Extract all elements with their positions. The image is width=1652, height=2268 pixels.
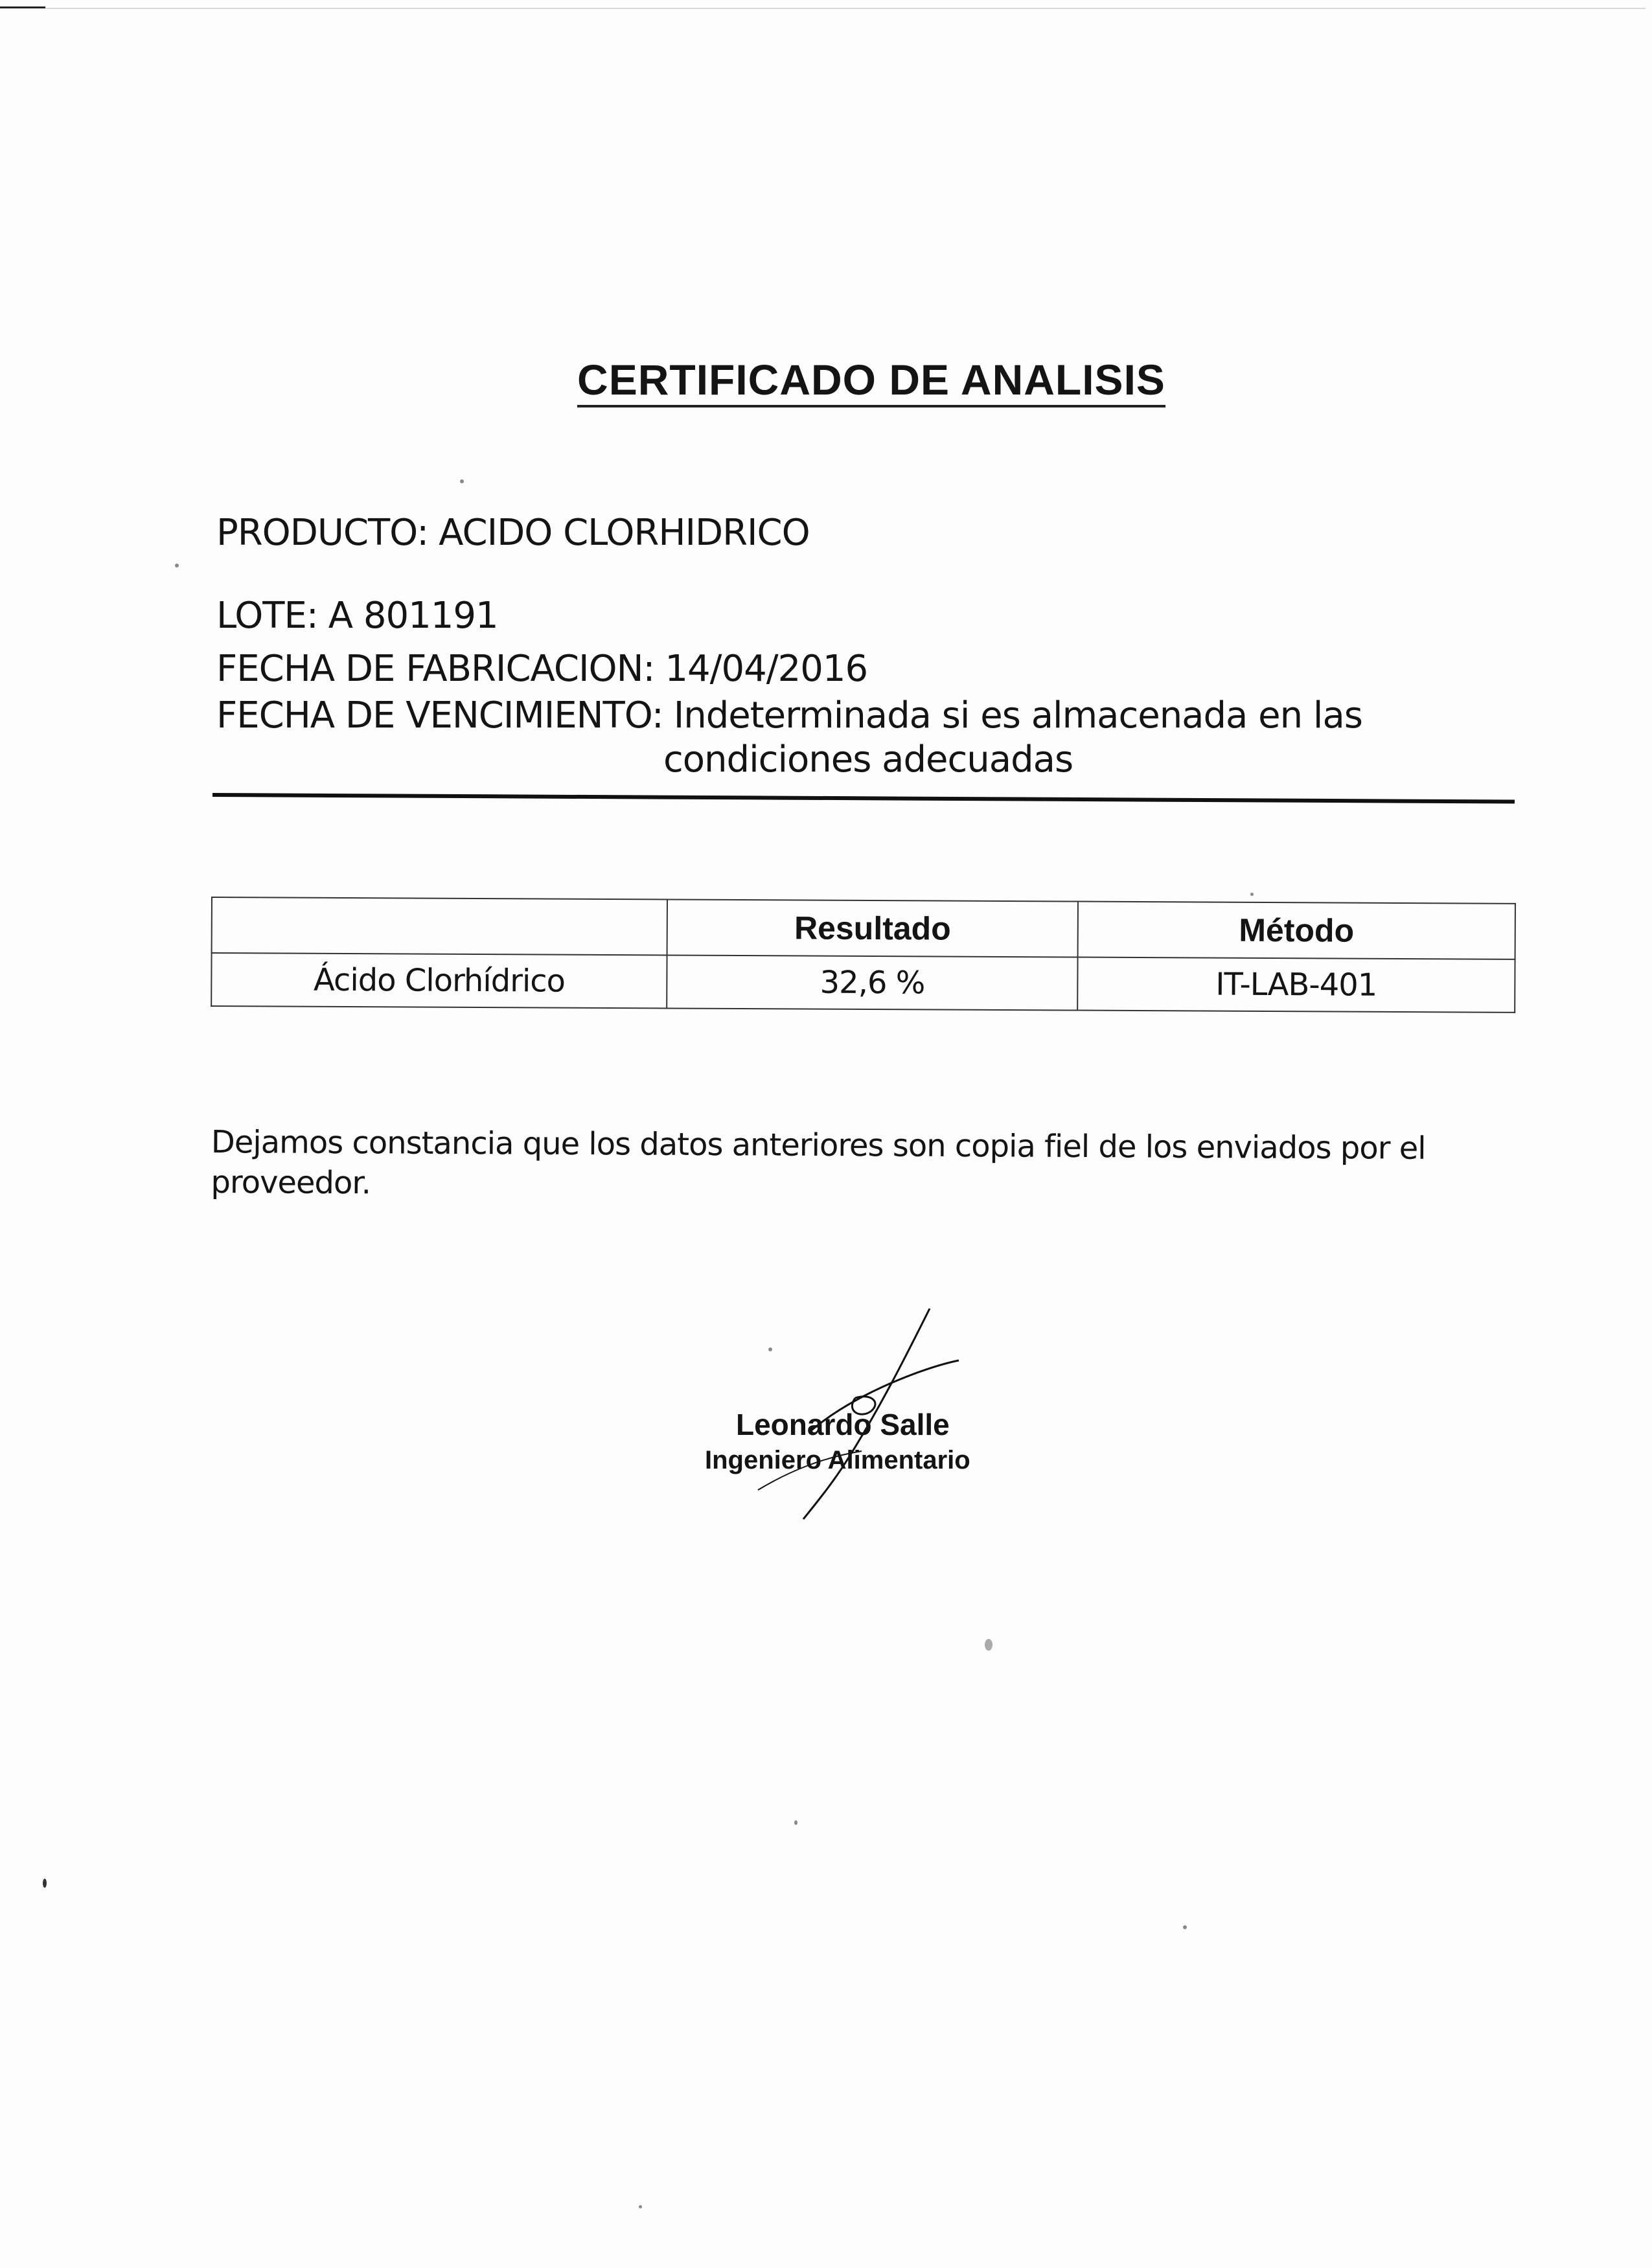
scan-edge-mark xyxy=(0,6,45,8)
scan-speck xyxy=(639,2205,642,2208)
scan-speck xyxy=(43,1879,47,1888)
scan-speck xyxy=(985,1639,992,1651)
product-value: ACIDO CLORHIDRICO xyxy=(439,512,810,554)
fabrication-value: 14/04/2016 xyxy=(665,648,868,690)
expiry-value-line2: condiciones adecuadas xyxy=(663,739,1073,781)
declaration-note: Dejamos constancia que los datos anteriores son copia fiel de los enviados por el proveedor. xyxy=(211,1124,1426,1202)
header-cell-blank xyxy=(212,897,668,955)
signatory-title: Ingeniero Alimentario xyxy=(705,1446,970,1474)
lote-label: LOTE: xyxy=(216,595,318,637)
scan-speck xyxy=(460,479,464,483)
cell-method: IT-LAB-401 xyxy=(1077,957,1515,1013)
table-row xyxy=(211,953,1515,1013)
signatory-name: Leonardo Salle xyxy=(736,1408,950,1441)
expiry-value-line1: Indeterminada si es almacenada en las xyxy=(673,694,1362,737)
header-cell-metodo: Método xyxy=(1077,902,1515,959)
product-label: PRODUCTO: xyxy=(216,512,429,554)
expiry-date-field xyxy=(216,694,1362,737)
table-header-row xyxy=(212,897,1515,959)
lote-field xyxy=(216,595,498,637)
document-title xyxy=(0,355,1652,404)
scan-speck xyxy=(794,1820,797,1825)
scan-top-line xyxy=(45,8,1646,9)
fabrication-date-field xyxy=(216,648,867,690)
title-text: CERTIFICADO DE ANALISIS xyxy=(577,356,1165,407)
scan-speck xyxy=(175,564,179,567)
section-divider xyxy=(212,793,1515,804)
scan-speck xyxy=(768,1347,772,1351)
product-field xyxy=(216,512,810,554)
scan-speck xyxy=(1250,893,1254,896)
expiry-label: FECHA DE VENCIMIENTO: xyxy=(216,694,663,737)
results-table xyxy=(211,897,1516,1013)
cell-result: 32,6 % xyxy=(667,955,1077,1010)
lote-value: A 801191 xyxy=(328,595,498,637)
fabrication-label: FECHA DE FABRICACION: xyxy=(216,648,655,690)
header-cell-resultado: Resultado xyxy=(667,899,1078,957)
scan-speck xyxy=(1183,1925,1187,1929)
cell-analyte: Ácido Clorhídrico xyxy=(211,953,667,1008)
